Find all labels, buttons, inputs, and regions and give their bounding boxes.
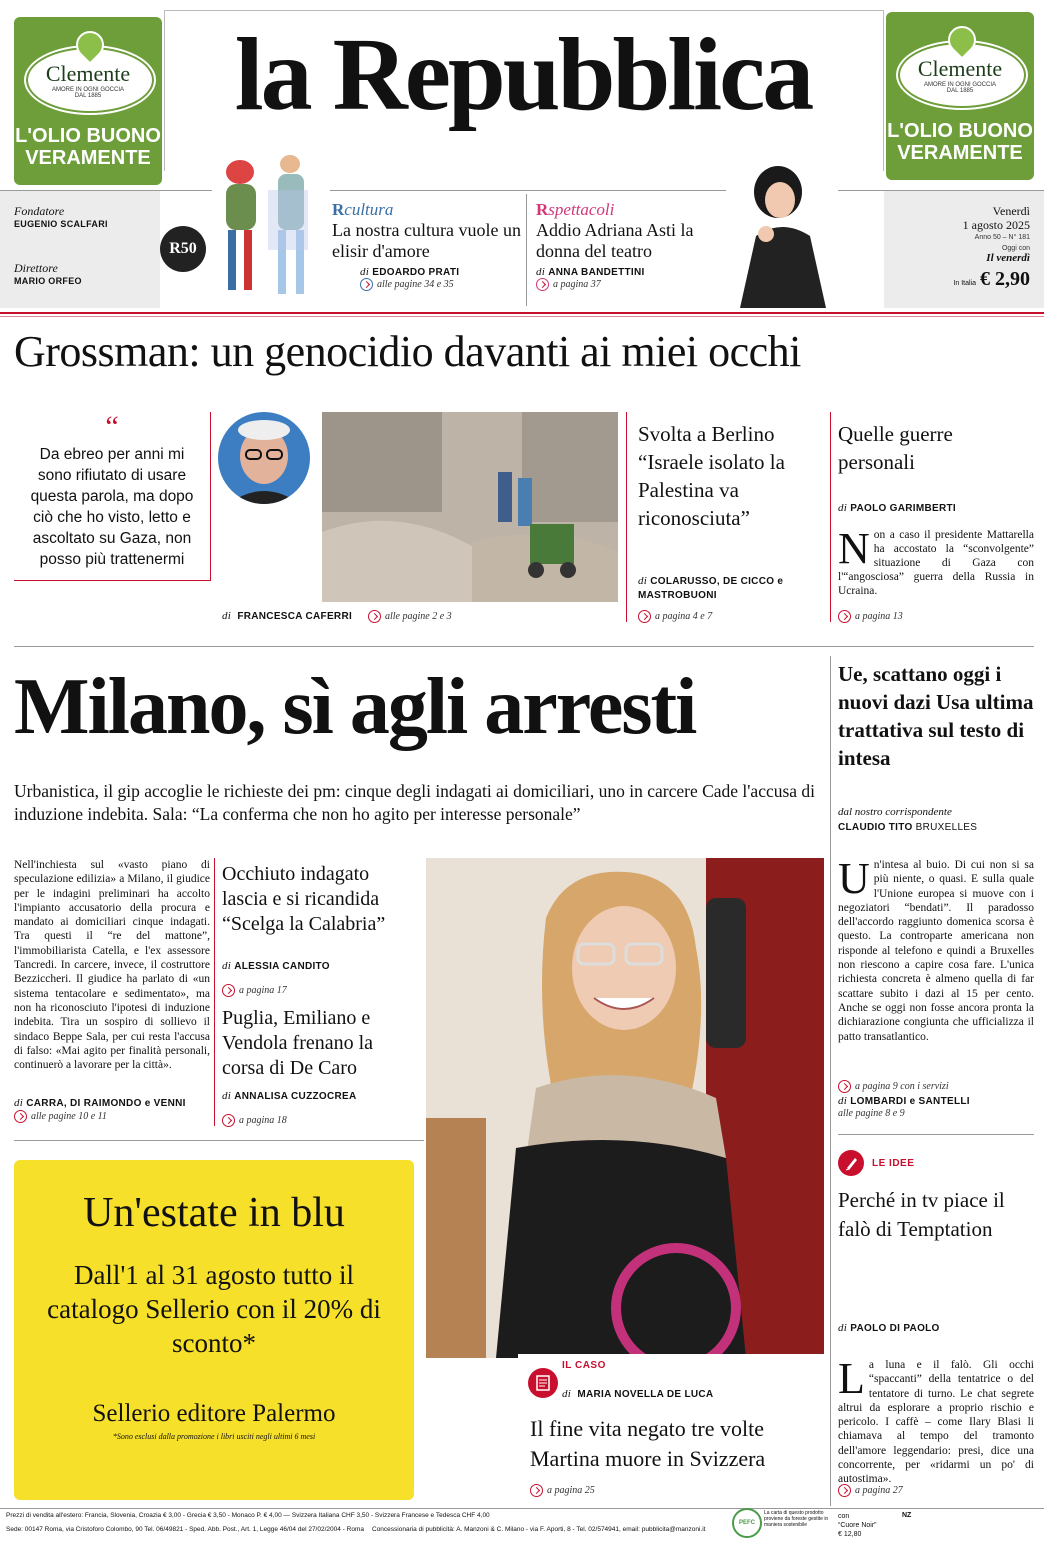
- sellerio-ad[interactable]: [14, 1160, 414, 1500]
- document-icon: [528, 1368, 558, 1398]
- milano-body: Nell'inchiesta sul «vasto piano di speculazione edilizia» a Milano, il giudice per le indagini preliminari ha accolto l'impianto accusatorio della procura e mandato ai domiciliari cinque indagati. Tra questi il “re del mattone”, l'immobiliarista Catella, e l'ex assessore Tancredi. In carcere, invece, il costruttore Bezziccheri. Il giudice ha parlato di «un sistema tentacolare e sedimentato», ma non ha riconosciuto l'ipotesi di induzione indebita. Tira un sospiro di sollievo il sindaco Beppe Sala, per cui resta l'accusa di falso: «Mai agito per finalità personali, continuerò a lavorare per la città».: [14, 859, 210, 1072]
- milano-headline[interactable]: Milano, sì agli arresti: [14, 663, 696, 751]
- quote-box: [14, 412, 211, 581]
- byline-author: PAOLO DI PAOLO: [850, 1323, 940, 1334]
- byline-prefix: di: [536, 266, 546, 278]
- arrow-icon: [838, 1484, 851, 1497]
- clemente-tagline: AMORE IN OGNI GOCCIA DAL 1885: [51, 87, 124, 99]
- byline-author: COLARUSSO, DE CICCO e MASTROBUONI: [638, 576, 784, 601]
- director-label: Direttore: [14, 261, 58, 275]
- r50-logo: [160, 226, 206, 272]
- idee-headline[interactable]: Perché in tv piace il falò di Temptation: [838, 1188, 1005, 1241]
- guerre-text: [838, 524, 1034, 598]
- teaser-title[interactable]: La nostra cultura vuole un elisir d'amore: [332, 220, 521, 261]
- caricature-illustration: [212, 150, 330, 310]
- arrow-icon: [222, 1114, 235, 1127]
- arrow-icon: [360, 278, 373, 291]
- arrow-icon: [536, 278, 549, 291]
- sellerio-title: Un'estate in blu: [83, 1190, 345, 1236]
- section-label[interactable]: spettacoli: [548, 200, 615, 219]
- gaza-photo[interactable]: [322, 412, 618, 602]
- page-ref[interactable]: a pagina 25: [547, 1485, 595, 1496]
- director-name: MARIO ORFEO: [14, 276, 82, 286]
- dazi-body: n'intesa al buio. Di cui non si sa più niente, o quasi. E sulla quale l'Unione europea si muove con i negoziatori “bendati”. Il paradosso dell'accordo raggiunto domenica scorsa è questo. La controparte americana non risponde al telefono e quindi a Bruxelles non riescono a capire cosa fare. L'unica richiesta concreta è almeno quella di far scattare subito i dazi al 15 per cento. Anche se oggi non fosse ancora pronta la dichiarazione congiunta che ufficializza il patto transatlantico.: [838, 859, 1034, 1043]
- clemente-tagline: AMORE IN OGNI GOCCIA DAL 1885: [923, 82, 996, 94]
- byline-prefix: di: [222, 1090, 232, 1102]
- byline-author: EDOARDO PRATI: [372, 267, 460, 278]
- adriana-asti-photo[interactable]: [726, 156, 838, 308]
- dropcap: U: [838, 854, 870, 903]
- idee-text: [838, 1354, 1034, 1487]
- supplement-price: con “Cuore Noir” € 12,80: [838, 1513, 877, 1538]
- byline-author: PAOLO GARIMBERTI: [850, 503, 956, 514]
- arrow-icon: [14, 1110, 27, 1123]
- dazi-text: [838, 854, 1034, 1044]
- dropcap: N: [838, 524, 870, 573]
- pen-icon: [838, 1150, 864, 1176]
- page-ref[interactable]: alle pagine 34 e 35: [377, 279, 454, 290]
- byline-author: CLAUDIO TITO: [838, 822, 913, 833]
- grossman-quote: Da ebreo per anni mi sono rifiutato di usare questa parola, ma dopo ciò che ho visto, letto e ascoltato su Gaza, non posso più trattenermi: [30, 446, 194, 568]
- rubble-photo: [322, 412, 618, 602]
- byline-author: LOMBARDI e SANTELLI: [850, 1096, 970, 1107]
- dropcap: L: [838, 1354, 865, 1403]
- grossman-headline[interactable]: Grossman: un genocidio davanti ai miei occhi: [14, 327, 801, 376]
- issue-number: Anno 50 – N° 181: [974, 234, 1030, 241]
- clemente-ad-left[interactable]: [14, 17, 162, 185]
- idee-icon: [838, 1150, 864, 1176]
- today-label: Oggi con: [1001, 245, 1030, 252]
- grossman-portrait[interactable]: [218, 412, 310, 504]
- idee-body: a luna e il falò. Gli occhi “spaccanti” della tentatrice o del tentatore di turno. Le chat segrete altrui da esplorare a proprio rischio e pericolo. I caffè – come Ilary Blasi li chiamava al tempo del tramonto dell'amore leggendario: presi, dice una concorrente, per «ridarmi un po' di autostima».: [838, 1359, 1034, 1486]
- page-ref[interactable]: a pagina 37: [553, 279, 601, 290]
- byline-prefix: di: [562, 1388, 572, 1400]
- pefc-logo: [732, 1508, 762, 1538]
- issue-date: Venerdì 1 agosto 2025: [962, 204, 1030, 232]
- arrow-icon: [222, 984, 235, 997]
- footer-prices: Prezzi di vendita all'estero: Francia, Slovenia, Croazia € 3,00 - Grecia € 3,50 - Monaco P. € 4,00 — Svizzera Italiana CHF 3,50 - Svizzera Francese e Tedesca CHF 4,00: [6, 1512, 490, 1519]
- footer-concessionaria: Concessionaria di pubblicità: A. Manzoni & C. Milano - via F. Aporti, 8 - Tel. 02/574941, email: pubblicita@manzoni.it: [372, 1526, 706, 1533]
- page-ref[interactable]: alle pagine 8 e 9: [838, 1108, 905, 1119]
- byline-prefix: di: [360, 266, 370, 278]
- page-ref[interactable]: alle pagine 10 e 11: [31, 1111, 107, 1122]
- caso-icon: [528, 1368, 558, 1398]
- byline-prefix: di: [14, 1097, 24, 1109]
- page-ref[interactable]: alle pagine 2 e 3: [385, 611, 452, 622]
- byline-prefix: di: [838, 502, 848, 514]
- section-label[interactable]: cultura: [344, 200, 394, 219]
- r50-text: R50: [169, 240, 197, 257]
- clemente-brand: Clemente: [45, 61, 131, 86]
- page-ref[interactable]: a pagina 4 e 7: [655, 611, 713, 622]
- guerre-body: on a caso il presidente Mattarella ha accostato la “sconvolgente” situazione di Gaza con l'“angosciosa” guerra della Russia in Ucraina.: [838, 529, 1034, 597]
- puglia-headline[interactable]: Puglia, Emiliano e Vendola frenano la corsa di De Caro: [222, 1007, 374, 1079]
- milano-deck: Urbanistica, il gip accoglie le richieste dei pm: cinque degli indagati ai domiciliari, uno in carcere Cade l'accusa di induzione indebita. Sala: “La conferma che non ho agito per interesse personale”: [14, 781, 816, 824]
- page-ref[interactable]: a pagina 27: [855, 1485, 903, 1496]
- clemente-slogan: L'OLIO BUONO VERAMENTE: [15, 125, 161, 169]
- byline-author: ALESSIA CANDITO: [234, 961, 330, 972]
- today-supplement[interactable]: Il venerdì: [986, 252, 1030, 264]
- pefc-text: PEFC: [738, 1520, 755, 1526]
- quote-mark-icon: “: [105, 410, 119, 443]
- byline-prefix: di: [838, 1322, 848, 1334]
- sellerio-publisher: Sellerio editore Palermo: [92, 1400, 336, 1427]
- section-r-mark: R: [536, 200, 549, 219]
- dazi-headline[interactable]: Ue, scattano oggi i nuovi dazi Usa ultima trattativa sul testo di intesa: [838, 662, 1034, 770]
- page-ref[interactable]: a pagina 13: [855, 611, 903, 622]
- arrow-icon: [530, 1484, 543, 1497]
- price: € 2,90: [980, 268, 1030, 290]
- sellerio-note: *Sono esclusi dalla promozione i libri usciti negli ultimi 6 mesi: [112, 1432, 316, 1441]
- portrait-photo: [726, 156, 838, 308]
- teaser-title[interactable]: Addio Adriana Asti la donna del teatro: [536, 220, 694, 261]
- byline-author: FRANCESCA CAFERRI: [237, 611, 353, 622]
- arrow-icon: [368, 610, 381, 623]
- byline-author: ANNA BANDETTINI: [548, 267, 645, 278]
- byline-author: CARRA, DI RAIMONDO e VENNI: [26, 1098, 186, 1109]
- edition-code: NZ: [902, 1512, 912, 1519]
- arrow-icon: [838, 1080, 851, 1093]
- page-ref[interactable]: a pagina 18: [239, 1115, 287, 1126]
- portrait-photo: [218, 412, 310, 504]
- byline-prefix: di: [838, 1095, 848, 1107]
- byline-prefix: di: [222, 960, 232, 972]
- section-r-mark: R: [332, 200, 345, 219]
- berlino-headline[interactable]: Svolta a Berlino “Israele isolato la Palestina va riconosciuta”: [638, 422, 785, 530]
- page-ref[interactable]: a pagina 17: [239, 985, 287, 996]
- byline-prefix: di: [222, 610, 232, 622]
- woman-wheelchair-photo: [426, 858, 824, 1358]
- byline-prefix: di: [638, 575, 648, 587]
- clemente-ad-right[interactable]: [886, 12, 1034, 180]
- byline-author: MARIA NOVELLA DE LUCA: [577, 1389, 714, 1400]
- sellerio-body: Dall'1 al 31 agosto tutto il catalogo Sellerio con il 20% di sconto*: [47, 1260, 381, 1358]
- caso-headline[interactable]: Il fine vita negato tre volte Martina muore in Svizzera: [530, 1416, 766, 1471]
- arrow-icon: [838, 610, 851, 623]
- price-label: In Italia: [953, 280, 976, 287]
- founder-name: EUGENIO SCALFARI: [14, 219, 108, 229]
- page-ref[interactable]: a pagina 9 con i servizi: [855, 1081, 949, 1092]
- teaser-cultura-illustration[interactable]: [212, 150, 330, 310]
- clemente-slogan: L'OLIO BUONO VERAMENTE: [887, 120, 1033, 164]
- founder-label: Fondatore: [14, 204, 65, 218]
- occhiuto-headline[interactable]: Occhiuto indagato lascia e si ricandida “Scelga la Calabria”: [222, 863, 386, 935]
- idee-label: LE IDEE: [872, 1158, 915, 1169]
- masthead-title[interactable]: la Repubblica: [234, 17, 812, 132]
- clemente-brand: Clemente: [917, 56, 1003, 81]
- paper-note: La carta di questo prodotto proviene da foreste gestite in maniera sostenibile: [764, 1510, 829, 1528]
- footer-sede: Sede: 00147 Roma, via Cristoforo Colombo, 90 Tel. 06/49821 - Sped. Abb. Post., Art. 1, Legge 46/04 del 27/02/2004 - Roma: [6, 1526, 364, 1533]
- byline-location: BRUXELLES: [915, 822, 978, 833]
- caso-label: IL CASO: [562, 1360, 606, 1371]
- arrow-icon: [638, 610, 651, 623]
- byline-author: ANNALISA CUZZOCREA: [234, 1091, 357, 1102]
- martina-photo[interactable]: [426, 858, 824, 1358]
- dazi-byline-intro: dal nostro corrispondente: [838, 806, 952, 818]
- guerre-headline[interactable]: Quelle guerre personali: [838, 422, 953, 474]
